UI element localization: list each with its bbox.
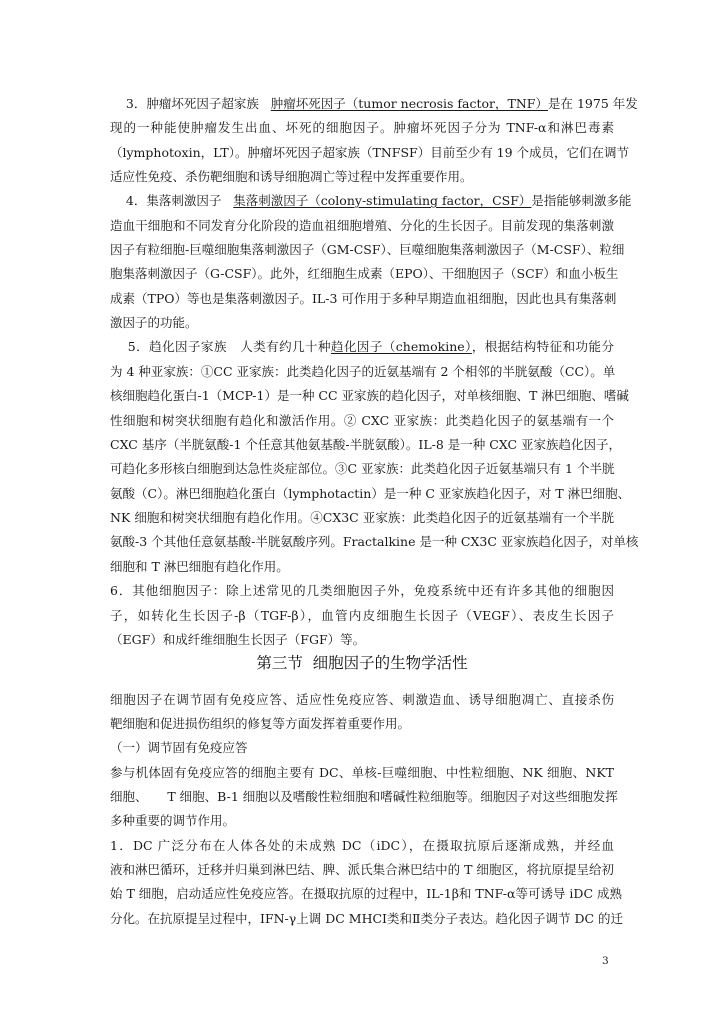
csf-para-line-2: 造血干细胞和不同发育分化阶段的造血祖细胞增殖、分化的生长因子。目前发现的集落刺激 bbox=[110, 218, 614, 233]
other-cytokines-line-3: （EGF）和成纤维细胞生长因子（FGF）等。 bbox=[110, 632, 366, 647]
csf-para-line-4: 胞集落刺激因子（G-CSF）。此外，红细胞生成素（EPO）、干细胞因子（SCF）和血小板生 bbox=[110, 266, 619, 281]
innate-para-line-1: 参与机体固有免疫应答的细胞主要有 DC、单核-巨噬细胞、中性粒细胞、NK 细胞、NKT bbox=[110, 765, 614, 780]
csf-term: 集落刺激因子（colony-stimulating factor，CSF） bbox=[233, 193, 532, 208]
dc-para-line-2: 液和淋巴循环，迁移并归巢到淋巴结、脾、派氏集合淋巴结中的 T 细胞区，将抗原提呈给初 bbox=[110, 862, 614, 877]
csf-para-line-6: 激因子的功能。 bbox=[110, 315, 198, 330]
tnf-para-line-4: 适应性免疫、杀伤靶细胞和诱导细胞凋亡等过程中发挥重要作用。 bbox=[110, 169, 473, 184]
tnf-para-line-1 bbox=[110, 96, 638, 112]
chemokine-para-line-1 bbox=[110, 339, 614, 355]
section-intro-line-2: 靶细胞和促进损伤组织的修复等方面发挥着重要作用。 bbox=[110, 716, 411, 731]
dc-para-line-4: 分化。在抗原提呈过程中，IFN-γ上调 DC MHCⅠ类和Ⅱ类分子表达。趋化因子调节 DC 的迁 bbox=[110, 911, 624, 926]
subheading-innate: （一）调节固有免疫应答 bbox=[110, 740, 248, 755]
csf-para-line-5: 成素（TPO）等也是集落刺激因子。IL-3 可作用于多种早期造血祖细胞，因此也具有集落刺 bbox=[110, 291, 617, 306]
csf-para-line-1 bbox=[110, 193, 632, 209]
chemokine-lead-tail: ，根据结构特征和功能分 bbox=[471, 339, 614, 354]
tnf-term: 肿瘤坏死因子（tumor necrosis factor，TNF） bbox=[270, 96, 548, 111]
dc-para-line-3: 始 T 细胞，启动适应性免疫应答。在摄取抗原的过程中，IL-1β和 TNF-α等可诱导 iDC 成熟 bbox=[110, 886, 622, 901]
chemokine-para-line-3: 核细胞趋化蛋白-1（MCP-1）是一种 CC 亚家族的趋化因子，对单核细胞、T 淋巴细胞、嗜碱 bbox=[110, 388, 629, 403]
csf-lead-tail: 是指能够刺激多能 bbox=[531, 193, 632, 208]
other-cytokines-line-1: 6．其他细胞因子：除上述常见的几类细胞因子外，免疫系统中还有许多其他的细胞因 bbox=[110, 583, 614, 598]
other-cytokines-line-2: 子，如转化生长因子-β（TGF-β），血管内皮细胞生长因子（VEGF）、表皮生长因子 bbox=[110, 608, 614, 623]
csf-lead: 4．集落刺激因子 bbox=[110, 193, 234, 208]
chemokine-para-line-8: NK 细胞和树突状细胞有趋化作用。④CX3C 亚家族：此类趋化因子的近氨基端有一个半胱 bbox=[110, 510, 614, 525]
section-heading: 第三节 细胞因子的生物学活性 bbox=[256, 654, 468, 672]
tnf-lead-tail: 是在 1975 年发 bbox=[548, 96, 638, 111]
chemokine-para-line-6: 可趋化多形核白细胞到达急性炎症部位。③C 亚家族：此类趋化因子近氨基端只有 1 个半胱 bbox=[110, 461, 615, 476]
innate-para-line-3: 多种重要的调节作用。 bbox=[110, 813, 236, 828]
tnf-lead: 3．肿瘤坏死因子超家族 bbox=[110, 96, 271, 111]
chemokine-para-line-4: 性细胞和树突状细胞有趋化和激活作用。② CXC 亚家族：此类趋化因子的氨基端有一个 bbox=[110, 413, 614, 428]
tnf-para-line-3: （lymphotoxin，LT）。肿瘤坏死因子超家族（TNFSF）目前至少有 19 个成员，它们在调节 bbox=[110, 145, 630, 160]
tnf-para-line-2: 现的一种能使肿瘤发生出血、坏死的细胞因子。肿瘤坏死因子分为 TNF-α和淋巴毒素 bbox=[110, 120, 614, 135]
dc-para-line-1: 1．DC 广泛分布在人体各处的未成熟 DC（iDC），在摄取抗原后逐渐成熟，并经血 bbox=[110, 838, 614, 853]
csf-para-line-3: 因子有粒细胞-巨噬细胞集落刺激因子（GM-CSF）、巨噬细胞集落刺激因子（M-CSF）、粒细 bbox=[110, 242, 625, 257]
chemokine-para-line-5: CXC 基序（半胱氨酸-1 个任意其他氨基酸-半胱氨酸）。IL-8 是一种 CXC 亚家族趋化因子， bbox=[110, 437, 622, 452]
chemokine-term: 趋化因子（chemokine） bbox=[330, 339, 472, 354]
chemokine-para-line-7: 氨酸（C）。淋巴细胞趋化蛋白（lymphotactin）是一种 C 亚家族趋化因子，对 T 淋巴细胞、 bbox=[110, 486, 631, 501]
chemokine-para-line-10: 细胞和 T 淋巴细胞有趋化作用。 bbox=[110, 559, 289, 574]
page-number: 3 bbox=[602, 955, 609, 967]
chemokine-para-line-9: 氨酸-3 个其他任意氨基酸-半胱氨酸序列。Fractalkine 是一种 CX3C 亚家族趋化因子，对单核 bbox=[110, 534, 639, 549]
section-intro-line-1: 细胞因子在调节固有免疫应答、适应性免疫应答、刺激造血、诱导细胞凋亡、直接杀伤 bbox=[110, 692, 614, 707]
chemokine-lead: 5．趋化因子家族 人类有约几十种 bbox=[110, 339, 331, 354]
chemokine-para-line-2: 为 4 种亚家族：①CC 亚家族：此类趋化因子的近氨基端有 2 个相邻的半胱氨酸（CC）。单 bbox=[110, 364, 616, 379]
innate-para-line-2: 细胞、 T 细胞、B-1 细胞以及嗜酸性粒细胞和嗜碱性粒细胞等。细胞因子对这些细胞发挥 bbox=[110, 789, 618, 804]
